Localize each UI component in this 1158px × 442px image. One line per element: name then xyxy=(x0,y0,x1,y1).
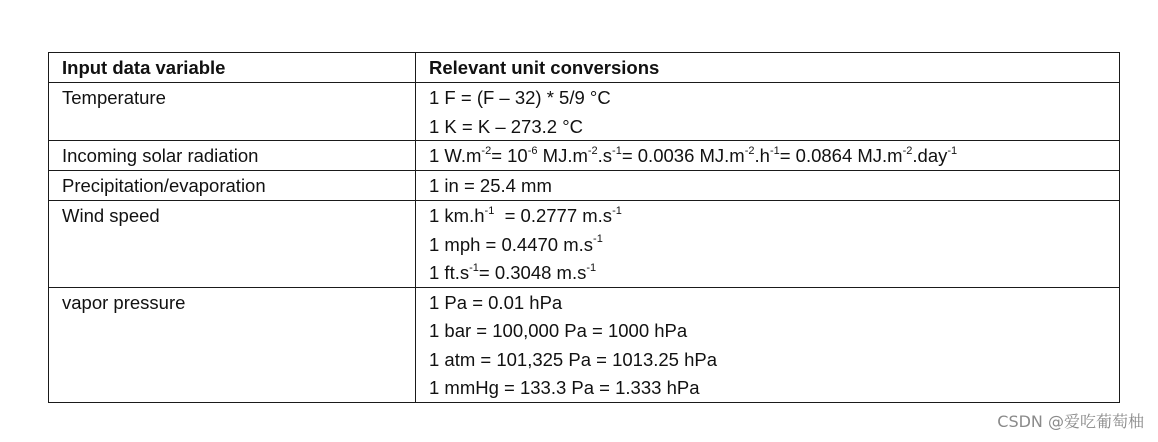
conversions-cell xyxy=(416,201,1120,288)
conversion-text: .s xyxy=(597,145,613,166)
exponent: -2 xyxy=(481,144,492,157)
conversions-cell xyxy=(416,141,1120,171)
exponent: -6 xyxy=(527,144,538,157)
conversion-text: = 0.2777 m.s xyxy=(494,205,613,226)
table-row xyxy=(49,171,1120,201)
conversion-text: 1 mph = 0.4470 m.s xyxy=(429,233,594,255)
conversion-line xyxy=(429,345,1109,374)
conversion-line xyxy=(429,230,1109,259)
exponent: -1 xyxy=(947,144,958,157)
exponent: -1 xyxy=(612,204,622,217)
conversion-text: 1 mmHg = 133.3 Pa = 1.333 hPa xyxy=(429,377,700,398)
conversion-text: = 10 xyxy=(491,145,528,166)
variable-name: Wind speed xyxy=(62,205,160,226)
conversion-line xyxy=(429,141,1109,170)
variable-cell xyxy=(49,171,416,201)
conversion-text: = 0.3048 m.s xyxy=(478,262,587,283)
conversion-text: 1 km.h xyxy=(429,205,485,226)
conversion-line xyxy=(429,258,1109,287)
conversion-line xyxy=(429,112,1109,141)
conversions-cell xyxy=(416,171,1120,201)
header-input-variable: Input data variable xyxy=(49,53,416,83)
conversion-line xyxy=(429,373,1109,402)
table-row xyxy=(49,141,1120,171)
conversion-line xyxy=(429,171,1109,200)
variable-cell xyxy=(49,83,416,141)
table-body xyxy=(49,83,1120,403)
table-header-row xyxy=(49,53,1120,83)
variable-cell xyxy=(49,201,416,288)
exponent: -1 xyxy=(769,144,780,157)
conversion-text: .day xyxy=(912,145,948,166)
conversion-line xyxy=(429,316,1109,345)
conversion-text: = 0.0864 MJ.m xyxy=(779,145,903,166)
conversion-text: 1 K = K – 273.2 °C xyxy=(429,115,583,137)
variable-cell xyxy=(49,287,416,402)
conversion-text: 1 atm = 101,325 Pa = 1013.25 hPa xyxy=(429,348,718,370)
variable-name: Precipitation/evaporation xyxy=(62,175,266,196)
table-row xyxy=(49,83,1120,141)
table-row xyxy=(49,287,1120,402)
exponent: -1 xyxy=(484,204,495,217)
watermark: CSDN @爱吃葡萄柚 xyxy=(997,412,1144,431)
conversion-text: = 0.0036 MJ.m xyxy=(621,145,745,166)
conversions-cell xyxy=(416,287,1120,402)
variable-name: Incoming solar radiation xyxy=(62,145,259,166)
conversion-text: .h xyxy=(754,145,770,166)
exponent: -1 xyxy=(469,261,479,274)
exponent: -2 xyxy=(744,144,755,157)
table-row xyxy=(49,201,1120,288)
conversion-text: 1 W.m xyxy=(429,145,482,166)
exponent: -1 xyxy=(612,144,622,157)
conversion-text: 1 in = 25.4 mm xyxy=(429,175,552,196)
conversion-line xyxy=(429,83,1109,112)
exponent: -2 xyxy=(587,144,598,157)
conversion-line xyxy=(429,201,1109,230)
conversion-text: 1 bar = 100,000 Pa = 1000 hPa xyxy=(429,320,688,341)
conversion-text: 1 F = (F – 32) * 5/9 °C xyxy=(429,87,611,108)
variable-cell xyxy=(49,141,416,171)
variable-name: Temperature xyxy=(62,87,166,108)
conversions-cell xyxy=(416,83,1120,141)
conversion-line xyxy=(429,288,1109,317)
unit-conversion-table xyxy=(48,52,1120,403)
exponent: -1 xyxy=(593,233,603,246)
conversion-text: 1 ft.s xyxy=(429,262,470,283)
conversion-text: MJ.m xyxy=(537,145,588,166)
variable-name: vapor pressure xyxy=(62,291,186,313)
header-unit-conversions: Relevant unit conversions xyxy=(416,53,1120,83)
exponent: -1 xyxy=(586,261,597,274)
exponent: -2 xyxy=(902,144,913,157)
conversion-text: 1 Pa = 0.01 hPa xyxy=(429,291,563,313)
